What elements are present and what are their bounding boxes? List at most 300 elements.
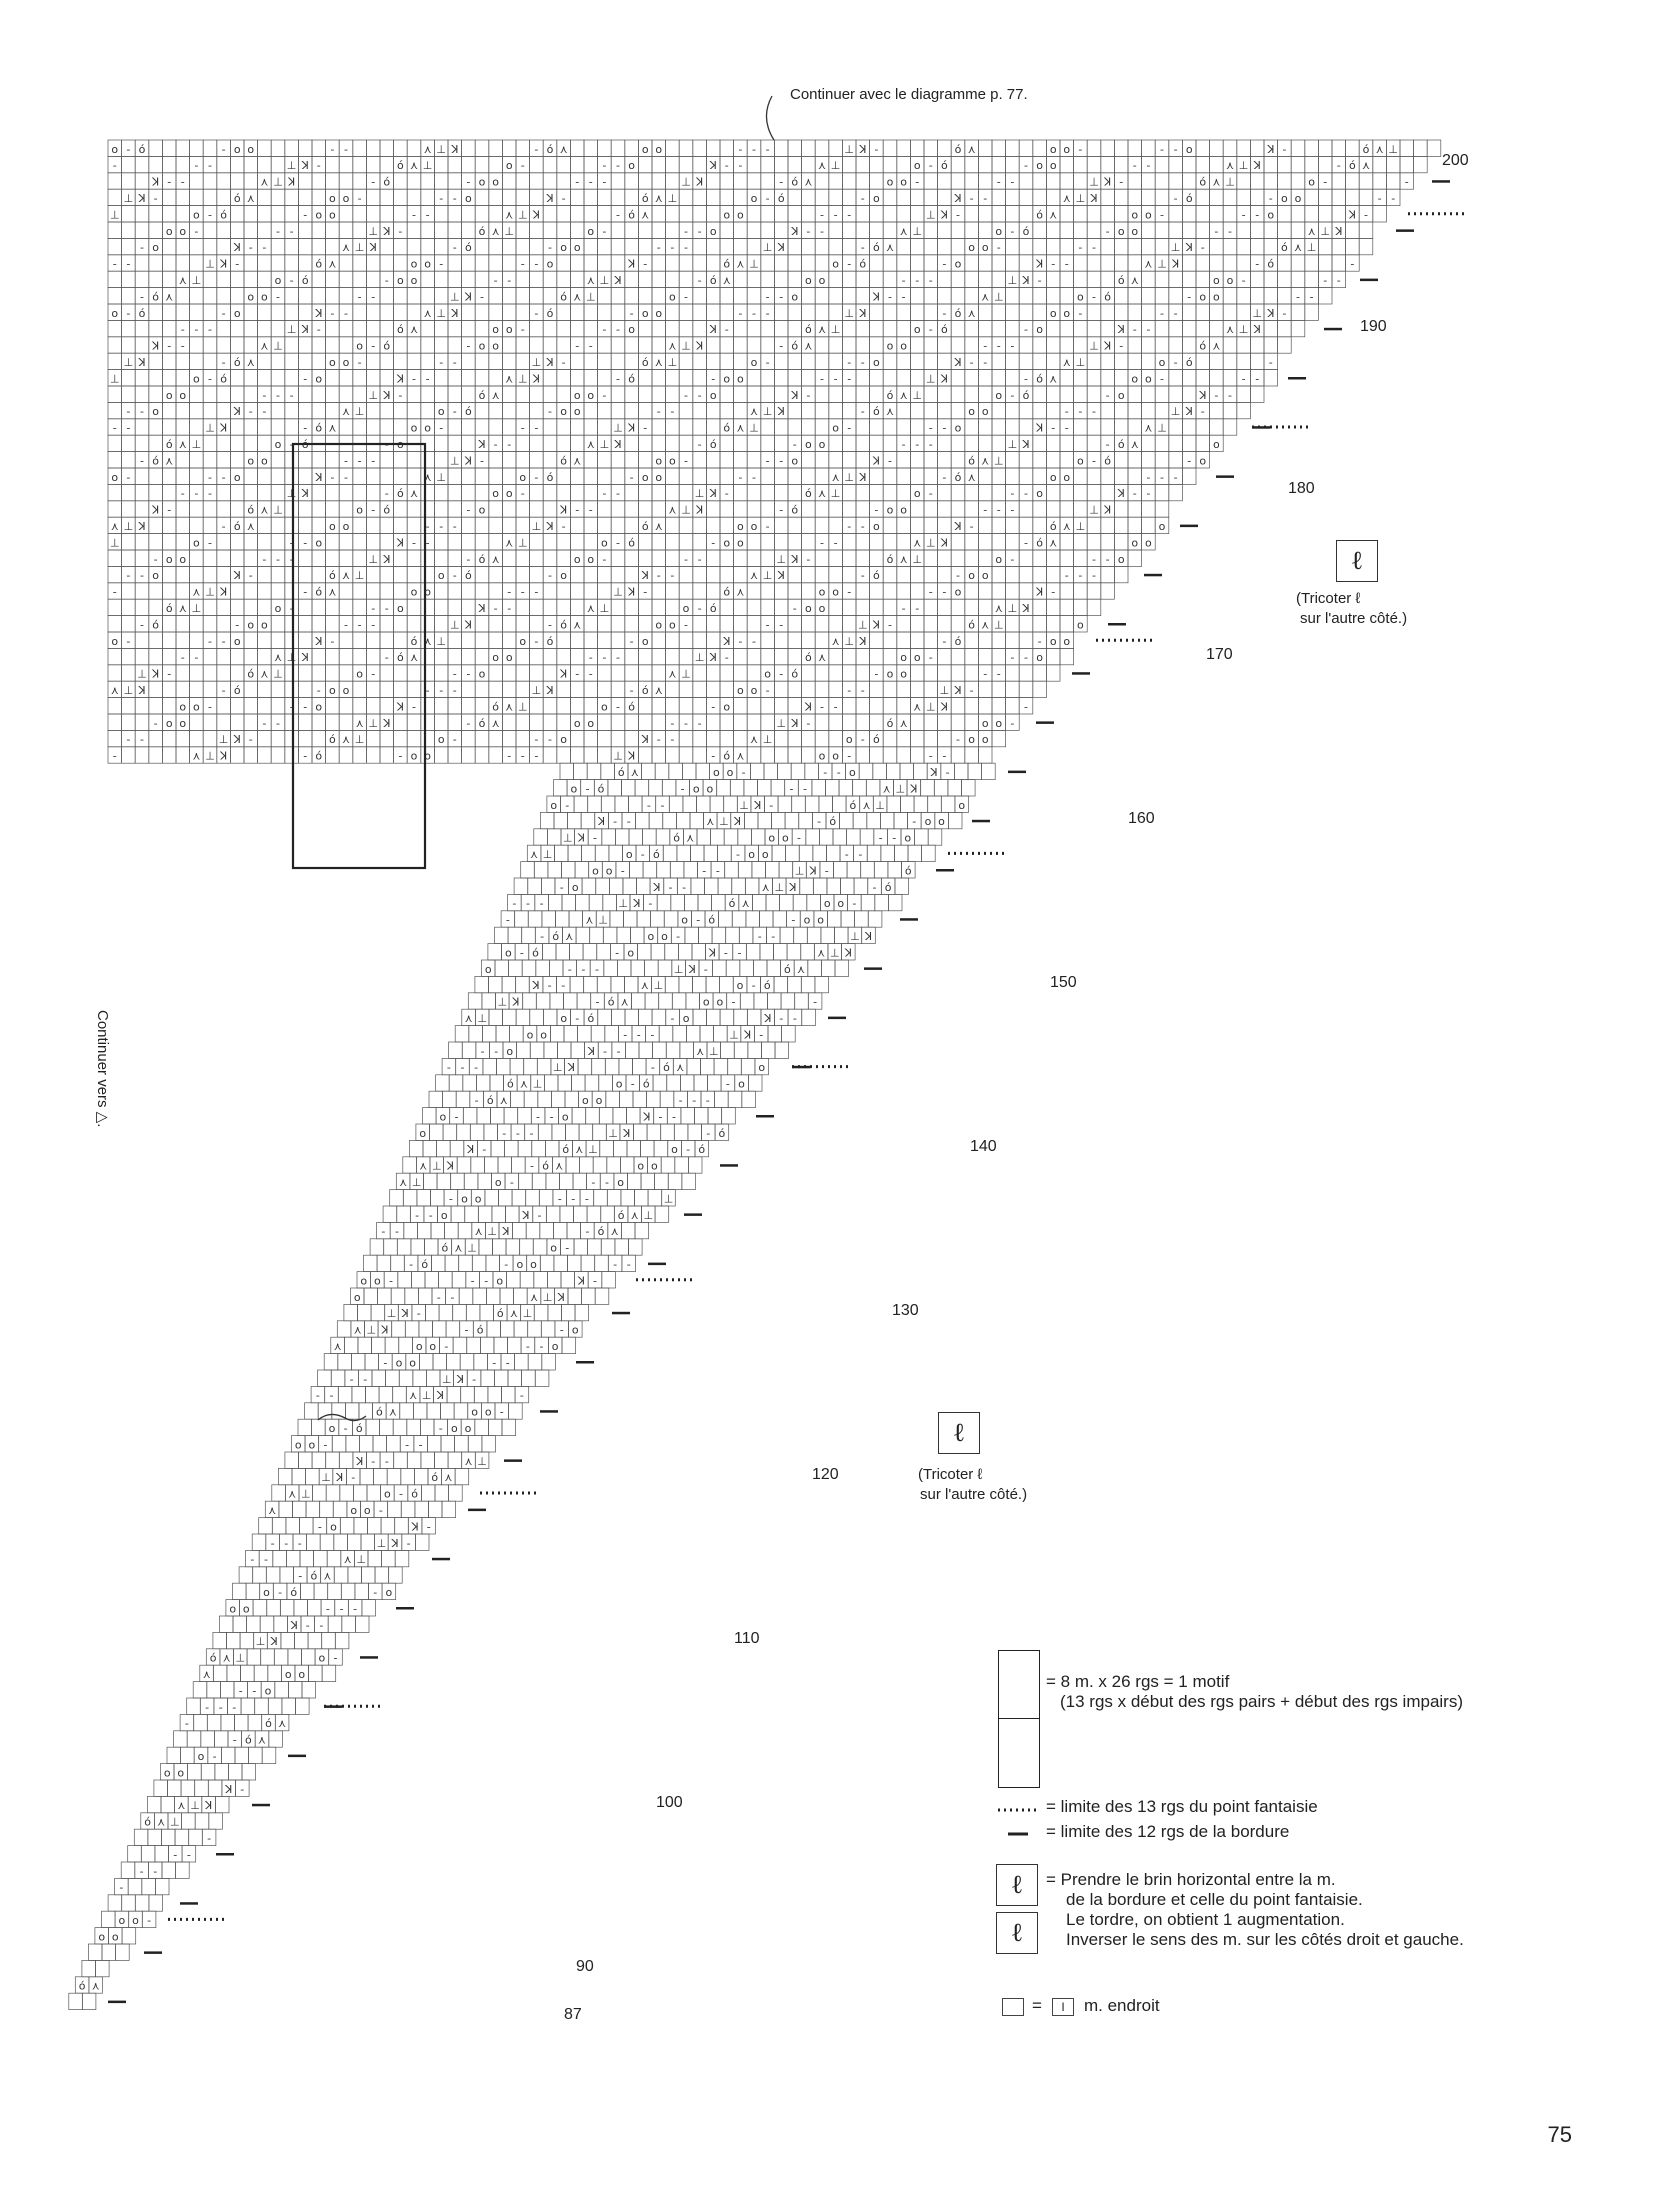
svg-text:-: - (888, 618, 892, 632)
svg-text:-: - (711, 749, 716, 763)
svg-text:-: - (276, 716, 280, 730)
svg-text:⊥: ⊥ (191, 602, 202, 615)
svg-text:ꓘ: ꓘ (559, 503, 568, 517)
svg-text:-: - (684, 290, 688, 304)
svg-text:-: - (738, 634, 743, 648)
svg-text:ó: ó (723, 585, 731, 599)
svg-text:o: o (397, 274, 404, 287)
svg-text:o: o (505, 159, 513, 173)
svg-text:ó: ó (873, 405, 880, 419)
svg-text:o: o (1049, 159, 1057, 173)
svg-text:-: - (1146, 487, 1151, 501)
svg-text:-: - (480, 290, 484, 304)
svg-text:ꓘ: ꓘ (1117, 323, 1125, 337)
svg-text:⊥: ⊥ (762, 569, 773, 583)
svg-text:-: - (221, 634, 226, 648)
svg-text:o: o (803, 913, 811, 927)
svg-text:⋏: ⋏ (817, 651, 827, 665)
svg-text:-: - (847, 372, 852, 386)
svg-text:ꓘ: ꓘ (1171, 257, 1180, 271)
svg-text:-: - (534, 634, 539, 648)
svg-text:⋏: ⋏ (749, 569, 759, 583)
svg-text:-: - (276, 388, 280, 402)
svg-text:-: - (565, 798, 570, 812)
svg-text:ó: ó (383, 503, 391, 517)
svg-text:-: - (650, 1028, 655, 1042)
svg-text:o: o (193, 208, 200, 222)
svg-text:-: - (1092, 241, 1096, 255)
svg-text:-: - (697, 602, 702, 615)
svg-text:-: - (493, 438, 498, 451)
svg-text:ó: ó (1199, 339, 1207, 353)
twist-note-line1: (Tricoter ℓ (1296, 590, 1361, 607)
svg-text:ó: ó (301, 438, 309, 451)
svg-text:-: - (996, 667, 1001, 681)
svg-text:⊥: ⊥ (667, 192, 678, 205)
svg-text:-: - (452, 356, 457, 369)
svg-text:⋏: ⋏ (654, 520, 663, 533)
svg-text:⊥: ⊥ (994, 290, 1004, 304)
svg-text:ó: ó (1022, 224, 1030, 238)
svg-text:ó: ó (829, 815, 837, 829)
svg-text:-: - (1268, 192, 1273, 205)
legend-motif-line2: (13 rgs x début des rgs pairs + début des rgs impairs) (1060, 1692, 1463, 1711)
svg-text:o: o (410, 257, 418, 271)
svg-text:⊥: ⊥ (912, 224, 922, 238)
svg-text:-: - (466, 175, 471, 189)
legend-dash: = limite des 12 rgs de la bordure (1046, 1822, 1290, 1841)
svg-text:-: - (112, 749, 117, 763)
svg-text:-: - (1214, 388, 1219, 402)
svg-text:o: o (748, 848, 755, 861)
svg-text:ꓘ: ꓘ (872, 454, 881, 468)
svg-text:-: - (779, 1012, 784, 1025)
svg-text:-: - (1078, 569, 1083, 583)
twist-note-line1: (Tricoter ℓ (918, 1466, 983, 1483)
svg-text:o: o (573, 405, 581, 419)
svg-text:-: - (575, 503, 580, 517)
svg-text:⊥: ⊥ (858, 618, 868, 632)
svg-text:-: - (276, 224, 280, 238)
svg-text:-: - (289, 552, 294, 566)
svg-text:o: o (274, 274, 282, 287)
svg-text:⋏: ⋏ (341, 569, 351, 583)
svg-text:⋏: ⋏ (804, 339, 813, 353)
svg-text:⋏: ⋏ (1375, 142, 1384, 156)
row-label-190: 190 (1360, 318, 1387, 335)
svg-text:ꓘ: ꓘ (1103, 339, 1112, 353)
svg-text:o: o (1131, 208, 1139, 222)
svg-text:-: - (715, 864, 720, 878)
svg-text:o: o (738, 1077, 745, 1091)
svg-text:⊥: ⊥ (830, 159, 841, 173)
svg-text:ó: ó (904, 864, 912, 878)
row-label-140: 140 (970, 1138, 997, 1155)
svg-text:-: - (860, 569, 865, 583)
svg-text:-: - (751, 979, 756, 993)
svg-text:-: - (575, 667, 580, 681)
svg-text:o: o (560, 1012, 568, 1025)
svg-text:ꓘ: ꓘ (940, 372, 949, 386)
svg-text:-: - (792, 1012, 797, 1025)
svg-text:o: o (968, 733, 975, 747)
svg-text:-: - (656, 241, 661, 255)
svg-text:-: - (833, 372, 838, 386)
svg-text:o: o (179, 552, 187, 566)
svg-text:-: - (660, 798, 665, 812)
svg-text:⊥: ⊥ (191, 438, 202, 451)
svg-text:-: - (1024, 700, 1028, 714)
svg-text:⊥: ⊥ (618, 897, 628, 911)
svg-text:-: - (969, 684, 974, 697)
svg-text:ꓘ: ꓘ (709, 487, 717, 501)
svg-text:ꓘ: ꓘ (1090, 192, 1098, 205)
svg-text:-: - (860, 520, 865, 533)
svg-text:-: - (316, 684, 321, 697)
svg-text:-: - (140, 618, 144, 632)
svg-text:-: - (534, 306, 539, 320)
svg-text:-: - (1010, 388, 1015, 402)
svg-text:⊥: ⊥ (123, 356, 134, 369)
svg-text:-: - (892, 831, 897, 845)
svg-text:⊥: ⊥ (598, 913, 608, 927)
svg-text:o: o (437, 405, 445, 419)
svg-text:⊥: ⊥ (354, 241, 365, 255)
svg-text:ꓘ: ꓘ (219, 749, 228, 763)
svg-text:ó: ó (1117, 274, 1125, 287)
svg-text:-: - (303, 372, 308, 386)
svg-text:o: o (397, 602, 404, 615)
svg-text:o: o (849, 766, 856, 779)
svg-text:-: - (1105, 224, 1110, 238)
svg-text:⊥: ⊥ (613, 749, 623, 763)
svg-text:⋏: ⋏ (804, 175, 813, 189)
svg-text:ó: ó (791, 339, 799, 353)
svg-text:-: - (1010, 503, 1015, 517)
svg-text:-: - (820, 536, 824, 550)
svg-text:ꓘ: ꓘ (791, 716, 799, 730)
svg-text:-: - (548, 569, 552, 583)
svg-text:ꓘ: ꓘ (1035, 257, 1044, 271)
svg-text:-: - (208, 323, 212, 337)
svg-text:o: o (726, 766, 734, 779)
svg-text:⊥: ⊥ (504, 224, 514, 238)
svg-text:ꓘ: ꓘ (844, 946, 852, 960)
svg-text:ꓘ: ꓘ (641, 733, 649, 747)
svg-text:o: o (233, 470, 241, 484)
row-label-180: 180 (1288, 480, 1315, 497)
svg-text:ꓘ: ꓘ (478, 602, 486, 615)
svg-text:-: - (559, 880, 564, 894)
svg-text:o: o (1049, 634, 1057, 648)
svg-text:ó: ó (709, 602, 717, 615)
svg-text:⋏: ⋏ (423, 142, 432, 156)
svg-text:o: o (315, 536, 323, 550)
svg-text:ó: ó (617, 766, 625, 779)
twist-symbol-icon: ℓ (996, 1864, 1038, 1906)
svg-text:-: - (711, 700, 716, 714)
svg-text:ó: ó (560, 454, 567, 468)
svg-text:-: - (738, 159, 743, 173)
svg-text:-: - (737, 946, 742, 960)
svg-text:-: - (1132, 323, 1137, 337)
svg-text:⊥: ⊥ (599, 602, 610, 615)
svg-text:⋏: ⋏ (341, 241, 351, 255)
svg-text:⊥: ⊥ (776, 552, 786, 566)
svg-text:-: - (616, 536, 620, 550)
svg-text:ó: ó (968, 618, 975, 632)
svg-text:-: - (942, 257, 947, 271)
svg-text:⊥: ⊥ (273, 339, 283, 353)
legend-twist-line2: de la bordure et celle du point fantaisie. (1066, 1890, 1363, 1909)
svg-text:-: - (629, 684, 634, 697)
svg-text:ó: ó (315, 585, 323, 599)
svg-text:ó: ó (968, 454, 975, 468)
svg-text:-: - (847, 208, 852, 222)
svg-text:ó: ó (884, 880, 892, 894)
svg-text:-: - (1309, 290, 1314, 304)
svg-text:ꓘ: ꓘ (954, 684, 962, 697)
svg-text:⋏: ⋏ (1049, 208, 1058, 222)
svg-text:ꓘ: ꓘ (1022, 438, 1030, 451)
svg-text:⊥: ⊥ (694, 487, 705, 501)
svg-text:o: o (736, 979, 744, 993)
twist-symbol-icon: ℓ (996, 1912, 1038, 1954)
svg-text:o: o (647, 930, 655, 943)
svg-text:ó: ó (315, 421, 323, 435)
svg-text:ꓘ: ꓘ (1267, 306, 1275, 320)
svg-text:ó: ó (791, 503, 799, 517)
svg-text:⋏: ⋏ (899, 388, 908, 402)
svg-text:ó: ó (673, 831, 680, 845)
svg-text:o: o (165, 552, 173, 566)
svg-text:-: - (1173, 192, 1178, 205)
svg-text:⊥: ⊥ (1007, 274, 1018, 287)
svg-text:-: - (575, 339, 580, 353)
svg-text:ꓘ: ꓘ (791, 224, 799, 238)
svg-text:ꓘ: ꓘ (546, 356, 554, 369)
svg-text:ꓘ: ꓘ (383, 388, 391, 402)
svg-text:o: o (886, 667, 894, 681)
svg-text:ꓘ: ꓘ (804, 700, 813, 714)
svg-text:⋏: ⋏ (620, 995, 629, 1009)
svg-text:-: - (1024, 487, 1028, 501)
svg-text:o: o (641, 634, 649, 648)
svg-text:-: - (493, 602, 498, 615)
svg-text:ó: ó (1281, 241, 1288, 255)
svg-text:-: - (852, 897, 857, 911)
svg-text:-: - (765, 142, 770, 156)
svg-text:-: - (194, 159, 199, 173)
svg-text:⋏: ⋏ (178, 602, 187, 615)
svg-text:-: - (1241, 274, 1246, 287)
svg-text:-: - (942, 306, 947, 320)
svg-text:-: - (344, 454, 348, 468)
svg-text:-: - (684, 552, 688, 566)
svg-text:-: - (221, 520, 226, 533)
svg-text:o: o (560, 569, 567, 583)
svg-text:o: o (397, 438, 404, 451)
svg-text:ó: ó (777, 192, 785, 205)
svg-text:⊥: ⊥ (1157, 421, 1167, 435)
svg-text:-: - (738, 306, 743, 320)
svg-text:o: o (1131, 536, 1139, 550)
svg-text:-: - (548, 733, 552, 747)
svg-text:o: o (873, 520, 880, 533)
svg-text:ꓘ: ꓘ (695, 339, 704, 353)
svg-text:-: - (425, 372, 430, 386)
svg-text:o: o (692, 782, 700, 796)
svg-text:o: o (737, 684, 744, 697)
svg-text:o: o (737, 536, 744, 550)
svg-text:-: - (602, 388, 607, 402)
svg-text:-: - (858, 848, 863, 861)
svg-text:-: - (1364, 208, 1368, 222)
svg-text:ꓘ: ꓘ (233, 405, 241, 419)
svg-text:⊥: ⊥ (681, 339, 691, 353)
svg-text:ꓘ: ꓘ (315, 470, 323, 484)
svg-text:⋏: ⋏ (260, 503, 269, 517)
svg-text:-: - (1010, 716, 1015, 730)
svg-text:o: o (805, 274, 812, 287)
svg-text:-: - (208, 470, 212, 484)
svg-text:-: - (616, 208, 620, 222)
svg-text:-: - (1241, 372, 1246, 386)
svg-text:⋏: ⋏ (831, 470, 840, 484)
svg-text:-: - (765, 520, 770, 533)
svg-text:-: - (262, 388, 267, 402)
svg-text:ó: ó (886, 552, 894, 566)
svg-text:ó: ó (1362, 142, 1370, 156)
svg-text:-: - (371, 602, 376, 615)
svg-text:o: o (587, 224, 595, 238)
svg-text:⊥: ⊥ (762, 405, 773, 419)
svg-text:⋏: ⋏ (831, 634, 840, 648)
svg-text:o: o (823, 897, 831, 911)
svg-text:o: o (465, 192, 472, 205)
legend-dotted: = limite des 13 rgs du point fantaisie (1046, 1797, 1318, 1816)
svg-text:-: - (126, 470, 131, 484)
svg-text:⊥: ⊥ (436, 470, 446, 484)
svg-text:o: o (913, 159, 921, 173)
svg-text:-: - (824, 864, 829, 878)
svg-text:-: - (1092, 405, 1096, 419)
svg-text:-: - (1010, 651, 1015, 665)
svg-text:-: - (446, 1061, 451, 1075)
svg-text:ó: ó (763, 979, 771, 993)
svg-text:o: o (924, 815, 932, 829)
svg-text:⊥: ⊥ (1075, 192, 1086, 205)
svg-text:-: - (289, 700, 294, 714)
svg-text:⋏: ⋏ (796, 962, 806, 976)
svg-text:⊥: ⊥ (1238, 159, 1249, 173)
svg-text:-: - (262, 405, 267, 419)
svg-text:-: - (741, 766, 746, 779)
svg-text:⋏: ⋏ (529, 848, 539, 861)
svg-text:o: o (152, 569, 159, 583)
svg-text:ó: ó (641, 684, 649, 697)
svg-text:-: - (439, 421, 444, 435)
svg-text:-: - (1187, 454, 1192, 468)
dotted-line-icon (998, 1806, 1038, 1814)
svg-text:-: - (1146, 470, 1151, 484)
svg-text:ꓘ: ꓘ (233, 733, 241, 747)
svg-text:ó: ó (805, 487, 812, 501)
svg-text:-: - (928, 159, 933, 173)
svg-text:o: o (601, 536, 608, 550)
svg-text:o: o (995, 388, 1003, 402)
svg-text:ꓘ: ꓘ (723, 634, 731, 648)
svg-text:o: o (655, 618, 663, 632)
svg-text:-: - (901, 290, 906, 304)
svg-text:ó: ó (465, 405, 472, 419)
svg-text:⋏: ⋏ (981, 290, 990, 304)
svg-text:-: - (180, 339, 185, 353)
svg-text:-: - (817, 815, 822, 829)
svg-text:o: o (641, 306, 649, 320)
svg-text:o: o (995, 716, 1003, 730)
svg-text:ꓘ: ꓘ (219, 421, 228, 435)
svg-text:⊥: ⊥ (191, 274, 202, 287)
motif-box (998, 1718, 1040, 1788)
svg-text:-: - (847, 421, 852, 435)
svg-text:o: o (837, 897, 845, 911)
svg-text:-: - (194, 487, 199, 501)
svg-text:-: - (1336, 159, 1341, 173)
svg-text:o: o (315, 208, 323, 222)
svg-text:ꓘ: ꓘ (688, 962, 696, 976)
svg-text:-: - (684, 388, 688, 402)
svg-text:o: o (669, 454, 676, 468)
svg-text:⋏: ⋏ (1293, 241, 1303, 255)
svg-text:-: - (398, 388, 403, 402)
svg-text:o: o (981, 569, 989, 583)
svg-text:-: - (820, 700, 824, 714)
svg-text:⋏: ⋏ (565, 930, 574, 943)
svg-text:-: - (823, 766, 828, 779)
svg-text:-: - (1282, 306, 1287, 320)
svg-text:⋏: ⋏ (573, 618, 582, 632)
svg-text:⋏: ⋏ (409, 323, 419, 337)
svg-text:-: - (140, 569, 144, 583)
svg-text:-: - (1160, 306, 1164, 320)
svg-text:-: - (616, 372, 620, 386)
svg-text:o: o (587, 552, 595, 566)
svg-text:o: o (615, 1077, 623, 1091)
svg-text:⋏: ⋏ (668, 667, 677, 681)
svg-text:-: - (738, 142, 743, 156)
svg-text:⋏: ⋏ (585, 913, 594, 927)
svg-text:ó: ó (1036, 536, 1043, 550)
svg-text:ó: ó (1104, 290, 1111, 304)
svg-text:ꓘ: ꓘ (954, 520, 962, 533)
svg-text:ꓘ: ꓘ (451, 306, 459, 320)
svg-text:⊥: ⊥ (205, 585, 215, 599)
svg-text:ꓘ: ꓘ (383, 224, 391, 238)
svg-text:o: o (424, 257, 431, 271)
svg-text:o: o (478, 175, 486, 189)
svg-text:ꓘ: ꓘ (546, 520, 554, 533)
svg-text:-: - (357, 454, 362, 468)
svg-text:-: - (595, 995, 600, 1009)
svg-text:⊥: ⊥ (681, 667, 691, 681)
svg-text:o: o (737, 208, 744, 222)
svg-text:ó: ó (628, 536, 635, 550)
svg-text:ꓘ: ꓘ (940, 208, 949, 222)
svg-text:o: o (655, 142, 663, 156)
svg-text:⋏: ⋏ (423, 634, 432, 648)
svg-text:-: - (613, 815, 618, 829)
